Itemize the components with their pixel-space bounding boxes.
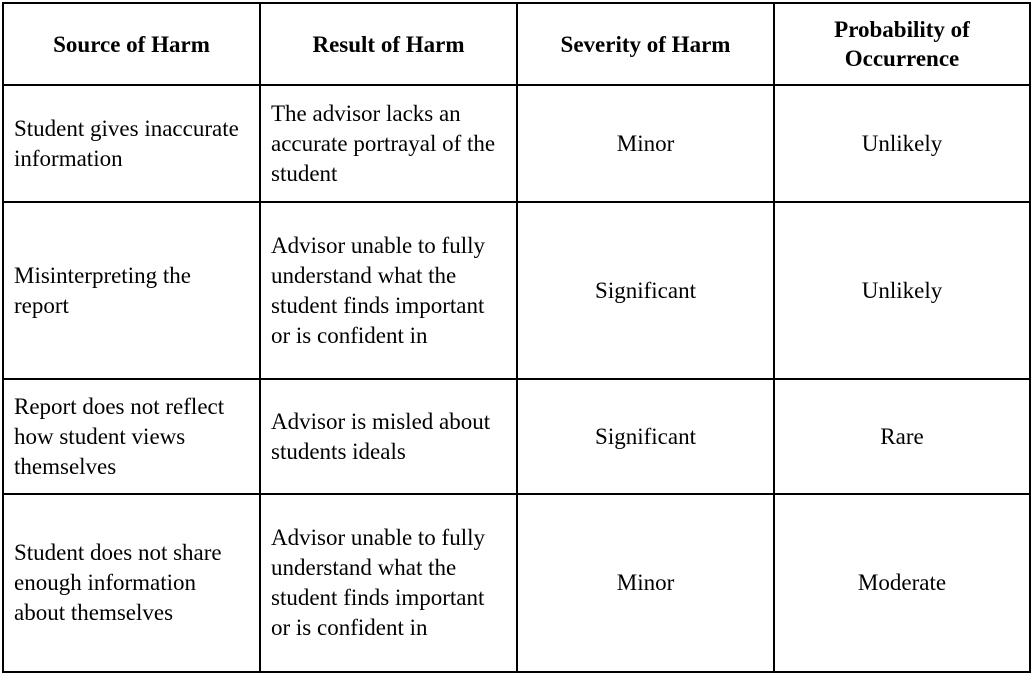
- probability-cell: Moderate: [774, 494, 1030, 672]
- source-cell: Student gives inaccurate information: [3, 85, 260, 202]
- probability-cell: Rare: [774, 379, 1030, 494]
- source-cell: Student does not share enough information about themselves: [3, 494, 260, 672]
- probability-cell: Unlikely: [774, 202, 1030, 379]
- result-cell: Advisor unable to fully understand what the student finds important or is confident in: [260, 494, 517, 672]
- source-cell: Misinterpreting the report: [3, 202, 260, 379]
- harm-analysis-table: [2, 2, 1031, 673]
- header-severity-of-harm: Severity of Harm: [517, 3, 774, 85]
- severity-cell: Minor: [517, 85, 774, 202]
- header-source-of-harm: Source of Harm: [3, 3, 260, 85]
- table-header-row: [3, 3, 1030, 85]
- source-cell: Report does not reflect how student views themselves: [3, 379, 260, 494]
- result-cell: Advisor is misled about students ideals: [260, 379, 517, 494]
- table-row: [3, 494, 1030, 672]
- result-cell: Advisor unable to fully understand what the student finds important or is confident in: [260, 202, 517, 379]
- result-cell: The advisor lacks an accurate portrayal of the student: [260, 85, 517, 202]
- header-probability-of-occurrence: Probability of Occurrence: [774, 3, 1030, 85]
- probability-cell: Unlikely: [774, 85, 1030, 202]
- table-row: [3, 85, 1030, 202]
- header-result-of-harm: Result of Harm: [260, 3, 517, 85]
- table-row: [3, 202, 1030, 379]
- severity-cell: Minor: [517, 494, 774, 672]
- severity-cell: Significant: [517, 379, 774, 494]
- severity-cell: Significant: [517, 202, 774, 379]
- table-row: [3, 379, 1030, 494]
